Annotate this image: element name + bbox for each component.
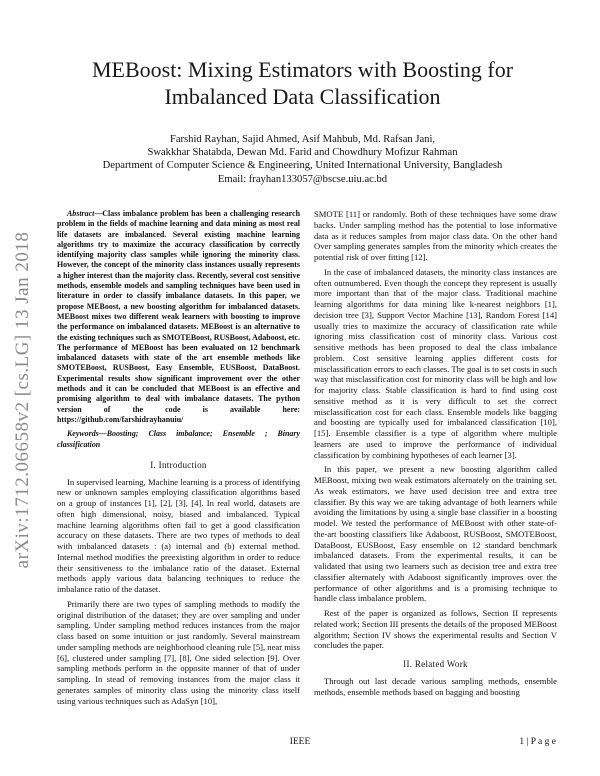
right-paragraph-1: SMOTE [11] or randomly. Both of these techniques have some draw backs. Under sampling method has the potential to lose informative data as it reduces samples from major class data. On the other hand Over sampling generates samples from the minority which creates the potential risk of over fitting [12]. bbox=[314, 209, 557, 262]
intro-paragraph-1: In supervised learning, Machine learning is a process of identifying new or unknown samples employing classification algorithms based on a group of instances [1], [2], [3], [4]. In real world, datasets are often high dimensional, noisy, biased and imbalanced. Typical machine learning algorithms often fail to get a good classification accuracy on these datasets. There are two types of methods to deal with imbalanced datasets : (a) internal and (b) external method. Internal method modifies the preexisting algorithm in order to reduce their sensitiveness to the imbalance ratio of the dataset. External methods apply various data balancing techniques to reduce the imbalance ratio of the dataset. bbox=[57, 476, 300, 595]
right-paragraph-3: In this paper, we present a new boosting algorithm called MEBoost, mixing two weak estimators alternately on the training set. As weak estimators, we have used decision tree and extra tree classifier. By this way we are taking advantage of both learners while avoiding the limitations by using a single base classifier in a boosting model. We tested the performance of MEBoost with other state-of-the-art boosting classifiers like Adaboost, RUSBoost, SMOTEBoost, DataBoost, EUSBoost, Easy ensemble on 12 standard benchmark imbalanced datasets. From the experimental results, it can be validated that using two learners such as decision tree and extra tree classifier alternately with Adaboost significantly improves over the performance of other algorithms and is a promising technique to handle class imbalance problem. bbox=[314, 464, 557, 604]
abstract-text: —Class imbalance problem has been a challenging research problem in the fields of machine learning and data mining as most real life datasets are imbalanced. Several existing machine learning algorithms try to maximize the accuracy classification by correctly identifying majority class samples while ignoring the minority class. However, the concept of the minority class instances usually represents a higher interest than the majority class. Recently, several cost sensitive methods, ensemble models and sampling techniques have been used in literature in order to classify imbalance datasets. In this paper, we propose MEBoost, a new boosting algorithm for imbalanced datasets. MEBoost mixes two different weak learners with boosting to improve the performance on imbalanced datasets. MEBoost is an alternative to the existing techniques such as SMOTEBoost, RUSBoost, Adaboost, etc. The performance of MEBoost has been evaluated on 12 benchmark imbalanced datasets with state of the art ensemble methods like SMOTEBoost, RUSBoost, Easy Ensemble, EUSBoost, DataBoost. Experimental results show significant improvement over the other methods and it can be concluded that MEBoost is an effective and promising algorithm to deal with imbalance datasets. The python version of the code is available here: https://github.com/farshidrayhanuiu/ bbox=[57, 209, 300, 424]
related-work-paragraph: Through out last decade various sampling methods, ensemble methods, ensemble methods based on bagging and boosting bbox=[314, 675, 557, 697]
right-paragraph-4: Rest of the paper is organized as follows, Section II represents related work; Section III presents the details of the proposed MEBoost algorithm; Section IV shows the experimental results and Section V concludes the paper. bbox=[314, 608, 557, 651]
section-heading-introduction: I. Introduction bbox=[150, 459, 207, 470]
keywords-label: Keywords bbox=[67, 429, 99, 439]
abstract-label: Abstract bbox=[67, 209, 95, 218]
paper-title: MEBoost: Mixing Estimators with Boosting for Imbalanced Data Classification bbox=[91, 57, 514, 109]
arxiv-stamp bbox=[10, 200, 36, 600]
author-line-1: Farshid Rayhan, Sajid Ahmed, Asif Mahbub, Md. Rafsan Jani, bbox=[169, 134, 436, 145]
right-paragraph-2: In the case of imbalanced datasets, the minority class instances are often outnumbered. Even though the concept they represent is usually more important than that of the major class. Traditional machine learning algorithms for data mining like k-nearest neighbors [1], decision tree [3], Support Vector Machine [13], Random Forest [14] usually tries to maximize the accuracy of classification rate while ignoring miss classification cost of minority class. Various cost sensitive methods has been proposed to deal the class imbalance problem. Cost sensitive learning applies different costs for misclassification errors to each classes. The goal is to set costs in such way that misclassification cost for minority class will be high and low for majority class. Stable classification is hard to find using cost sensitive method as it is very difficult to set the correct misclassification cost for each class. Ensemble models like bagging and boosting are typically used for imbalanced classification [10], [15]. Ensemble classifier is a type of algorithm where multiple learners are used to improve the performance of individual classification by combining hypotheses of each learner [3]. bbox=[314, 266, 557, 460]
page-number: 1 | P a g e bbox=[519, 737, 556, 747]
section-heading-related-work: II. Related Work bbox=[403, 659, 468, 669]
author-line-2: Swakkhar Shatabda, Dewan Md. Farid and Chowdhury Mofizur Rahman bbox=[147, 147, 458, 159]
arxiv-stamp-text: arXiv:1712.06658v2 [cs.LG] 13 Jan 2018 bbox=[12, 231, 33, 569]
author-block bbox=[40, 133, 565, 186]
intro-paragraph-2: Primarily there are two types of sampling methods to modify the original distribution of the dataset; they are over sampling and under sampling. Under sampling method reduces instances from the major class based on some intuition or just randomly. Several mainstream under sampling methods are neighborhood cleaning rule [5], near miss [6], clustered under sampling [7], [8], One sided selection [9]. Over sampling methods perform in the opposite manner of that of under sampling. In stead of removing instances from the major class it generates samples of minority class using the minority class itself using various techniques such as AdaSyn [10], bbox=[57, 598, 300, 706]
right-column bbox=[314, 209, 557, 701]
affiliation: Department of Computer Science & Engineering, United International University, Bangladesh bbox=[102, 160, 503, 172]
page-footer bbox=[0, 737, 600, 751]
keywords bbox=[57, 429, 300, 450]
left-column bbox=[57, 209, 300, 710]
keywords-text: —Boosting; Class imbalance; Ensemble ; Binary classification bbox=[57, 429, 300, 449]
abstract bbox=[57, 209, 300, 425]
author-email: Email: frayhan133057@bscse.uiu.ac.bd bbox=[217, 173, 388, 185]
footer-publisher: IEEE bbox=[289, 737, 311, 747]
